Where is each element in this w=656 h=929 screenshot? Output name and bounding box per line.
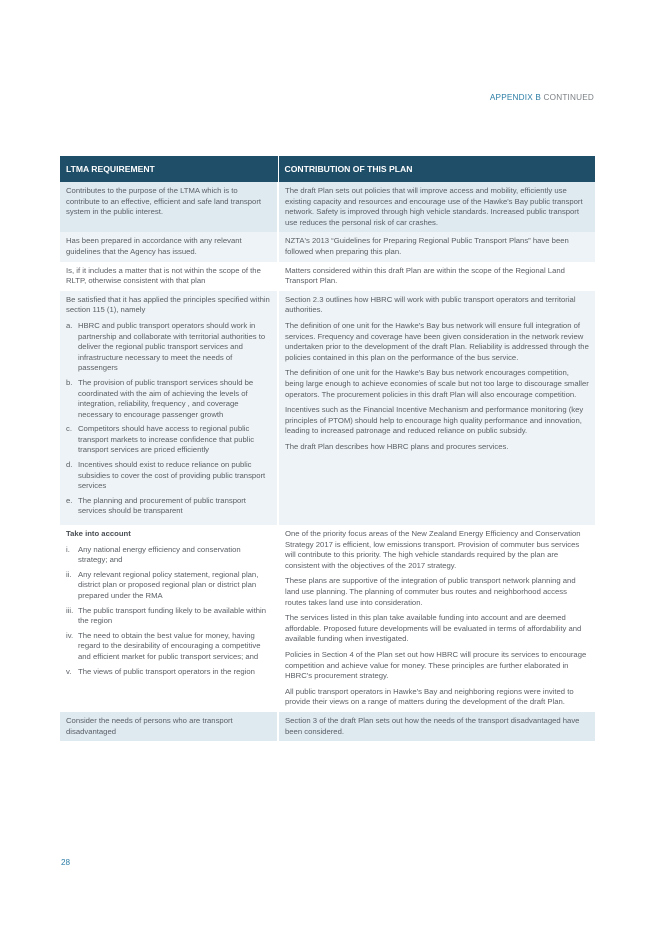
list-item-text: The public transport funding likely to be available within the region (78, 605, 267, 626)
list-marker: c. (66, 424, 72, 434)
appendix-label: APPENDIX B (489, 93, 542, 102)
requirement-intro: Be satisfied that it has applied the principles specified within section 115 (1), namely (66, 294, 270, 315)
column-header-contribution: CONTRIBUTION OF THIS PLAN (278, 156, 595, 182)
contribution-cell: Matters considered within this draft Plan are within the scope of the Regional Land Transport Plan. (278, 262, 595, 291)
list-marker: a. (66, 320, 73, 330)
considerations-list (66, 545, 271, 678)
list-item (66, 460, 271, 492)
page-number: 28 (61, 858, 71, 867)
list-item (66, 424, 271, 456)
contribution-paragraph: Section 2.3 outlines how HBRC will work with public transport operators and territorial authorities. (285, 294, 576, 315)
list-item-text: The views of public transport operators in the region (78, 666, 255, 676)
appendix-continued-label: CONTINUED (541, 93, 594, 102)
table-header-row (60, 156, 595, 182)
list-marker: e. (66, 495, 73, 505)
list-item (66, 570, 271, 602)
list-marker: iv. (66, 630, 74, 640)
list-marker: b. (66, 377, 73, 387)
list-marker: i. (66, 544, 70, 554)
contribution-cell: NZTA's 2013 “Guidelines for Preparing Regional Public Transport Plans” have been followed when preparing this plan. (278, 232, 595, 261)
list-item (66, 606, 271, 627)
contribution-cell: Section 3 of the draft Plan sets out how the needs of the transport disadvantaged have been considered. (278, 712, 595, 741)
contribution-paragraph: The services listed in this plan take available funding into account and are deemed affordable. Proposed future developments will be evaluated in terms of affordability and available funding when investigated. (285, 613, 582, 644)
table-row (60, 182, 595, 232)
requirements-table (60, 156, 595, 741)
list-marker: iii. (66, 605, 74, 615)
list-item-text: The planning and procurement of public transport services should be transparent (78, 495, 246, 516)
appendix-header (490, 93, 594, 102)
contribution-cell: The draft Plan sets out policies that will improve access and mobility, efficiently use existing capacity and resources and encourage use of the Hawke's Bay public transport network. Safety is improved through high vehicle standards. Increased public transport use reduces the personal risk of car crashes. (278, 182, 595, 232)
list-item-text: The need to obtain the best value for money, having regard to the desirability of encouraging a competitive and efficient market for public transport services; and (78, 630, 261, 661)
requirement-cell: Is, if it includes a matter that is not within the scope of the RLTP, otherwise consistent with that plan (60, 262, 278, 291)
contribution-paragraph: The draft Plan describes how HBRC plans and procures services. (285, 441, 509, 451)
requirement-intro: Take into account (66, 529, 131, 539)
contribution-paragraph: One of the priority focus areas of the New Zealand Energy Efficiency and Conservation Strategy 2017 is efficient, low emissions transport. Provision of commuter bus services will contribute to this priority. The high vehicle standards required by the plan are consistent with the objectives of the 2017 strategy. (285, 529, 581, 570)
column-header-requirement: LTMA REQUIREMENT (60, 156, 278, 182)
list-item (66, 321, 271, 374)
contribution-paragraph: Policies in Section 4 of the Plan set out how HBRC will procure its services to encourage competition and achieve value for money. These principles are further elaborated in HBRC's procurement strategy. (285, 649, 587, 681)
table-row (60, 525, 595, 712)
requirement-cell: Consider the needs of persons who are transport disadvantaged (60, 712, 278, 741)
table-row (60, 262, 595, 291)
list-item-text: Any national energy efficiency and conservation strategy; and (78, 544, 241, 565)
list-item (66, 545, 271, 566)
contribution-paragraph: These plans are supportive of the integration of public transport network planning and land use planning. The planning of commuter bus routes and neighborhood access routes takes land use into consideration. (285, 576, 576, 607)
list-item-text: Incentives should exist to reduce reliance on public subsidies to cover the cost of providing public transport services (78, 460, 266, 491)
requirement-cell (60, 291, 278, 525)
list-item (66, 667, 271, 678)
list-item-text: The provision of public transport services should be coordinated with the aim of achieving the levels of integration, reliability, frequency , and coverage necessary to encourage passenger growth (78, 377, 254, 419)
list-marker: ii. (66, 569, 72, 579)
principles-list (66, 321, 271, 517)
list-item (66, 378, 271, 420)
list-item-text: Any relevant regional policy statement, regional plan, district plan or proposed regional plan or district plan prepared under the RMA (78, 569, 259, 600)
list-item (66, 496, 271, 517)
contribution-paragraph: All public transport operators in Hawke's Bay and neighboring regions were invited to provide their views on a range of matters during the development of the draft Plan. (285, 686, 574, 707)
list-marker: v. (66, 666, 72, 676)
list-item-text: Competitors should have access to regional public transport markets to increase confidence that public transport services are priced efficiently (78, 424, 255, 455)
requirement-cell: Has been prepared in accordance with any relevant guidelines that the Agency has issued. (60, 232, 278, 261)
requirement-cell (60, 525, 278, 712)
contribution-paragraph: The definition of one unit for the Hawke's Bay bus network will ensure full integration of services. Frequency and coverage have been given consideration in the network review undertaken prior to the development of the draft Plan. Reliability is addressed through the policies contained in this plan on the performance of the bus service. (285, 320, 589, 362)
contribution-paragraph: The definition of one unit for the Hawke's Bay bus network encourages competition, being large enough to achieve economies of scale but not too large to discourage smaller operators. The procurement policies in this draft Plan will also encourage competition. (285, 368, 589, 399)
list-item-text: HBRC and public transport operators should work in partnership and collaborate with territorial authorities to deliver the regional public transport services and infrastructure necessary to meet the needs of passengers (78, 320, 266, 373)
list-marker: d. (66, 460, 73, 470)
contribution-paragraph: Incentives such as the Financial Incentive Mechanism and performance monitoring (key principles of PTOM) should help to encourage high quality performance and innovation, leading to increased patronage and reduced reliance on public subsidy. (285, 405, 584, 436)
table-row (60, 291, 595, 525)
contribution-cell (278, 525, 595, 712)
table-row (60, 232, 595, 261)
requirement-cell: Contributes to the purpose of the LTMA which is to contribute to an effective, efficient and safe land transport system in the public interest. (60, 182, 278, 232)
table-row (60, 712, 595, 741)
contribution-cell (278, 291, 595, 525)
list-item (66, 631, 271, 663)
